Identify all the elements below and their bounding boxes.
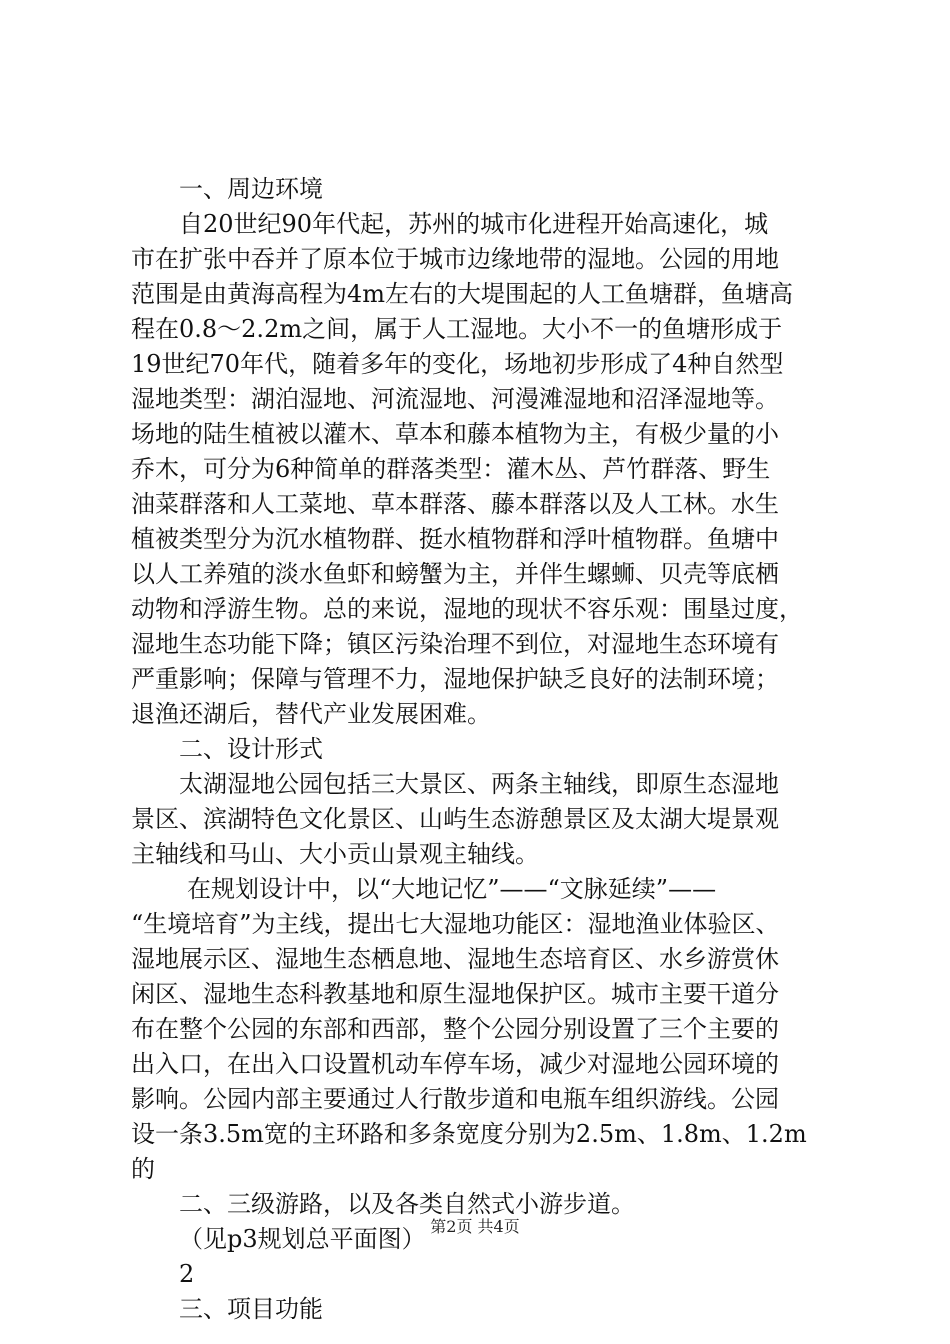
text-line: （见p3规划总平面图）: [179, 1225, 426, 1253]
text-line: 植被类型分为沉水植物群、挺水植物群和浮叶植物群。鱼塘中: [131, 525, 779, 553]
text-line: 退渔还湖后，替代产业发展困难。: [131, 700, 491, 728]
text-line: 太湖湿地公园包括三大景区、两条主轴线，即原生态湿地: [179, 770, 779, 798]
text-line: 严重影响；保障与管理不力，湿地保护缺乏良好的法制环境；: [131, 665, 779, 693]
text-line: 布在整个公园的东部和西部，整个公园分别设置了三个主要的: [131, 1015, 779, 1043]
text-line: 三、项目功能: [179, 1295, 323, 1323]
text-line: 一、周边环境: [179, 175, 323, 203]
text-line: 设一条3.5m宽的主环路和多条宽度分别为2.5m、1.8m、1.2m: [131, 1120, 807, 1148]
text-line: 湿地生态功能下降；镇区污染治理不到位，对湿地生态环境有: [131, 630, 779, 658]
text-line: “生境培育”为主线，提出七大湿地功能区：湿地渔业体验区、: [131, 910, 780, 938]
text-line: 在规划设计中，以“大地记忆”——“文脉延续”——: [187, 875, 717, 903]
text-line: 2: [179, 1260, 195, 1288]
text-line: 自20世纪90年代起，苏州的城市化进程开始高速化，城: [179, 210, 769, 238]
text-line: 影响。公园内部主要通过人行散步道和电瓶车组织游线。公园: [131, 1085, 779, 1113]
document-body: [131, 172, 836, 1327]
text-line: 以人工养殖的淡水鱼虾和螃蟹为主，并伴生螺蛳、贝壳等底栖: [131, 560, 779, 588]
text-line: 范围是由黄海高程为4m左右的大堤围起的人工鱼塘群，鱼塘高: [131, 280, 794, 308]
text-line: 油菜群落和人工菜地、草本群落、藤本群落以及人工林。水生: [131, 490, 779, 518]
text-line: 出入口，在出入口设置机动车停车场，减少对湿地公园环境的: [131, 1050, 779, 1078]
text-line: 二、设计形式: [179, 735, 323, 763]
text-line: 19世纪70年代，随着多年的变化，场地初步形成了4种自然型: [131, 350, 784, 378]
text-line: 市在扩张中吞并了原本位于城市边缘地带的湿地。公园的用地: [131, 245, 779, 273]
text-line: 程在0.8～2.2m之间，属于人工湿地。大小不一的鱼塘形成于: [131, 315, 783, 343]
text-line: 的: [131, 1155, 155, 1183]
text-line: 二、三级游路，以及各类自然式小游步道。: [179, 1190, 635, 1218]
text-line: 乔木，可分为6种简单的群落类型：灌木丛、芦竹群落、野生: [131, 455, 771, 483]
text-line: 主轴线和马山、大小贡山景观主轴线。: [131, 840, 539, 868]
text-line: 闲区、湿地生态科教基地和原生湿地保护区。城市主要干道分: [131, 980, 779, 1008]
text-line: 景区、滨湖特色文化景区、山屿生态游憩景区及太湖大堤景观: [131, 805, 779, 833]
text-line: 动物和浮游生物。总的来说，湿地的现状不容乐观：围垦过度，: [131, 595, 803, 623]
text-line: 场地的陆生植被以灌木、草本和藤本植物为主，有极少量的小: [131, 420, 779, 448]
text-line: 湿地展示区、湿地生态栖息地、湿地生态培育区、水乡游赏休: [131, 945, 779, 973]
page-footer: 第2页 共4页: [430, 1217, 520, 1236]
text-line: 湿地类型：湖泊湿地、河流湿地、河漫滩湿地和沼泽湿地等。: [131, 385, 779, 413]
